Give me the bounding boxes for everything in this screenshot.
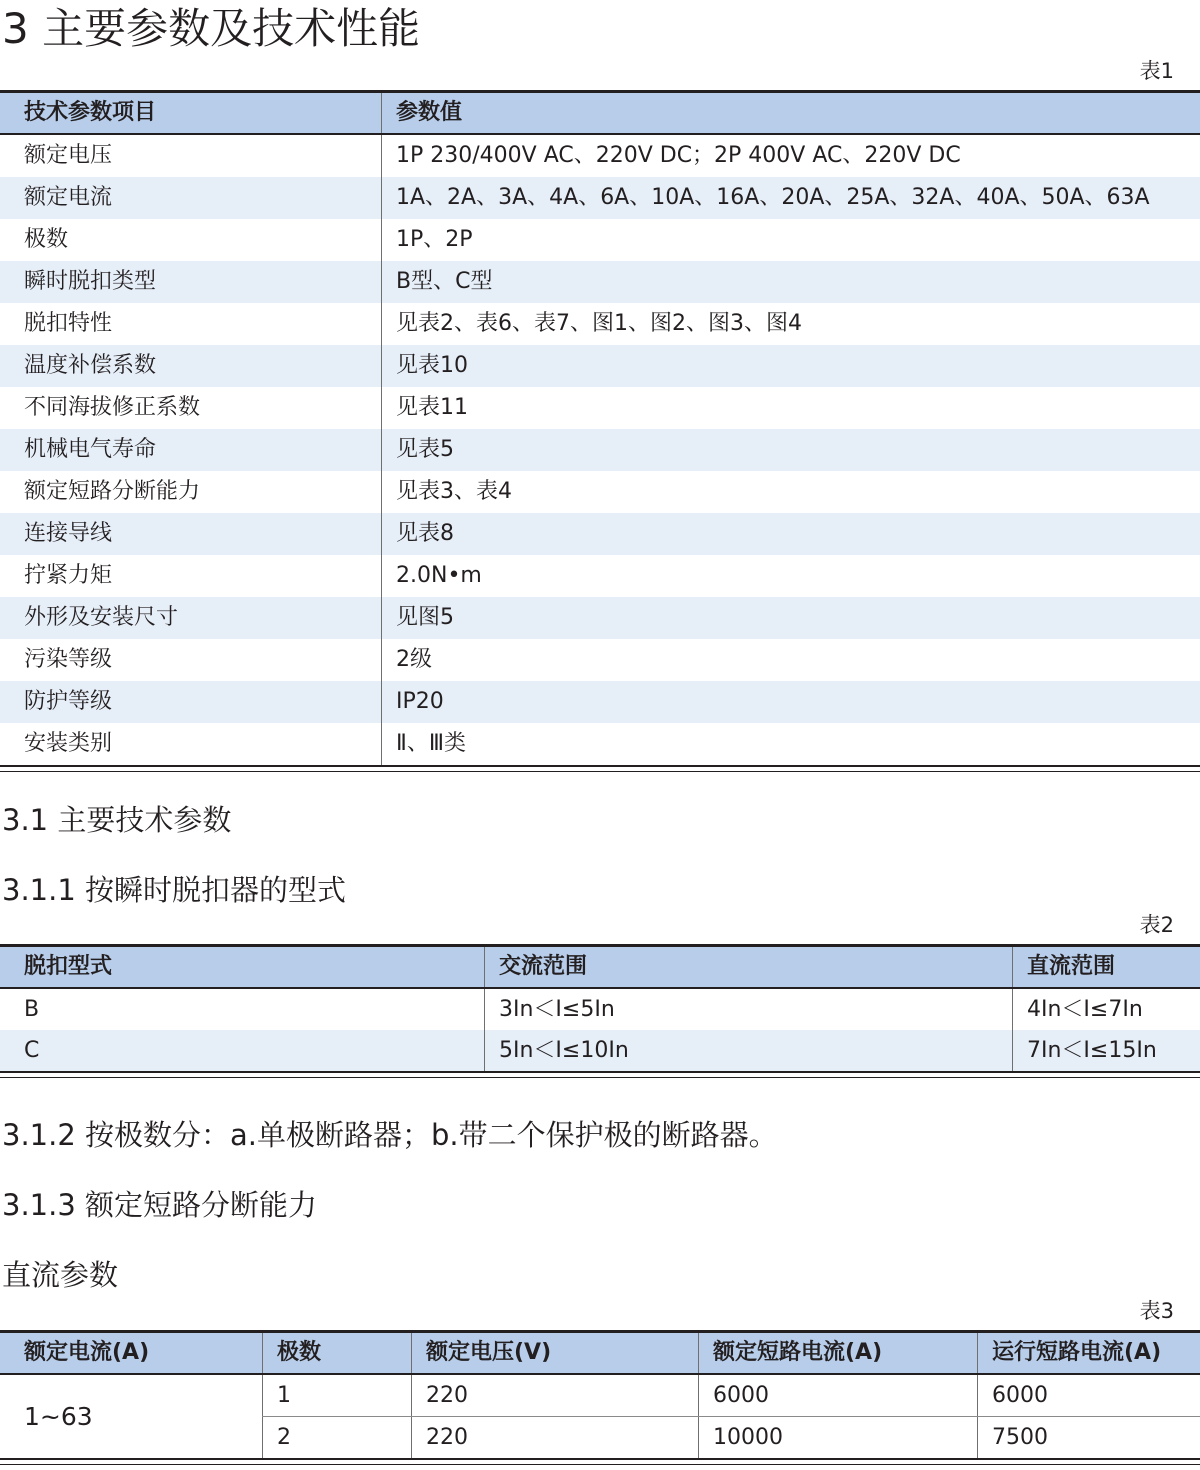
table3-cell: 220	[411, 1375, 698, 1416]
table1-body	[0, 135, 1200, 765]
table-row	[0, 177, 1200, 219]
table1-caption: 表1	[1139, 59, 1174, 83]
table-row	[0, 135, 1200, 177]
table1-item-cell: 瞬时脱扣类型	[24, 269, 157, 294]
page-title: 3 主要参数及技术性能	[2, 4, 421, 53]
table2-cell: 4In＜I≤7In	[1012, 989, 1200, 1030]
table-row	[0, 219, 1200, 261]
table-row	[0, 681, 1200, 723]
table-row	[0, 429, 1200, 471]
table-row	[0, 597, 1200, 639]
table3-caption: 表3	[1139, 1299, 1174, 1323]
table-row	[0, 723, 1200, 765]
table1-value-cell: 见表5	[381, 429, 1200, 471]
table1-value-cell: 1P 230/400V AC、220V DC；2P 400V AC、220V DC	[381, 135, 1200, 177]
table-row	[0, 387, 1200, 429]
table3-cell: 6000	[977, 1375, 1200, 1416]
table2-cell: 7In＜I≤15In	[1012, 1030, 1200, 1071]
section-3-1-2-heading: 3.1.2 按极数分：a.单极断路器；b.带二个保护极的断路器。	[2, 1118, 778, 1152]
table1-item-cell: 防护等级	[24, 689, 113, 714]
table1-value-cell: 见表8	[381, 513, 1200, 555]
table1-bottom-rule	[0, 765, 1200, 772]
table3-current-range: 1~63	[24, 1402, 93, 1431]
table-row	[262, 1416, 1200, 1458]
table3-header-service-sc: 运行短路电流(A)	[977, 1333, 1200, 1373]
table2-cell: C	[24, 1037, 40, 1063]
table1-value-cell: 1P、2P	[381, 219, 1200, 261]
table1-value-cell: 见图5	[381, 597, 1200, 639]
table3-cell: 2	[262, 1417, 411, 1458]
section-3-1-3-heading: 3.1.3 额定短路分断能力	[2, 1188, 318, 1222]
section-3-1-1-heading: 3.1.1 按瞬时脱扣器的型式	[2, 873, 347, 907]
table2	[0, 944, 1200, 1078]
table-row	[0, 261, 1200, 303]
table2-header-ac: 交流范围	[484, 947, 1012, 987]
dc-params-heading: 直流参数	[2, 1258, 119, 1292]
table3	[0, 1330, 1200, 1465]
table3-header-poles: 极数	[262, 1333, 411, 1373]
table3-header-current: 额定电流(A)	[24, 1340, 150, 1365]
table2-cell: 5In＜I≤10In	[484, 1030, 1012, 1071]
table1-item-cell: 拧紧力矩	[24, 563, 113, 588]
table3-cell: 1	[262, 1375, 411, 1416]
table1-header-item: 技术参数项目	[24, 100, 157, 125]
table1-item-cell: 极数	[24, 227, 69, 252]
table1-value-cell: B型、C型	[381, 261, 1200, 303]
table3-header-voltage: 额定电压(V)	[411, 1333, 698, 1373]
section-3-1-heading: 3.1 主要技术参数	[2, 803, 232, 837]
table1-value-cell: 见表11	[381, 387, 1200, 429]
table1-item-cell: 额定电流	[24, 185, 113, 210]
table1-item-cell: 额定电压	[24, 143, 113, 168]
table1-item-cell: 连接导线	[24, 521, 113, 546]
table1-item-cell: 额定短路分断能力	[24, 479, 201, 504]
table2-cell: 3In＜I≤5In	[484, 989, 1012, 1030]
table1-value-cell: 2级	[381, 639, 1200, 681]
table2-header-dc: 直流范围	[1012, 947, 1200, 987]
table1	[0, 90, 1200, 772]
table-row	[0, 345, 1200, 387]
table-row	[0, 303, 1200, 345]
table1-value-cell: 见表3、表4	[381, 471, 1200, 513]
table3-cell: 220	[411, 1417, 698, 1458]
table1-item-cell: 机械电气寿命	[24, 437, 157, 462]
table2-caption: 表2	[1139, 913, 1174, 937]
table1-value-cell: 见表2、表6、表7、图1、图2、图3、图4	[381, 303, 1200, 345]
table-row	[262, 1375, 1200, 1416]
table1-item-cell: 不同海拔修正系数	[24, 395, 201, 420]
table1-value-cell: 2.0N•m	[381, 555, 1200, 597]
table3-cell: 10000	[698, 1417, 977, 1458]
table-row	[0, 555, 1200, 597]
table2-header-type: 脱扣型式	[24, 954, 113, 979]
table1-item-cell: 污染等级	[24, 647, 113, 672]
table3-bottom-rule	[0, 1458, 1200, 1465]
table-row	[0, 639, 1200, 681]
table-row	[0, 1030, 1200, 1071]
table2-header-row	[0, 947, 1200, 989]
table1-value-cell: 见表10	[381, 345, 1200, 387]
table1-item-cell: 温度补偿系数	[24, 353, 157, 378]
table3-header-rated-sc: 额定短路电流(A)	[698, 1333, 977, 1373]
table1-value-cell: Ⅱ、Ⅲ类	[381, 723, 1200, 765]
table-row	[0, 513, 1200, 555]
table1-item-cell: 安装类别	[24, 731, 113, 756]
table-row	[0, 989, 1200, 1030]
table-row	[0, 471, 1200, 513]
table1-value-cell: 1A、2A、3A、4A、6A、10A、16A、20A、25A、32A、40A、50A、63A	[381, 177, 1200, 219]
table1-header-row	[0, 93, 1200, 135]
table3-cell: 7500	[977, 1417, 1200, 1458]
table3-body	[0, 1375, 1200, 1458]
table1-header-value: 参数值	[381, 93, 1200, 133]
table3-header-row	[0, 1333, 1200, 1375]
table3-cell: 6000	[698, 1375, 977, 1416]
table2-cell: B	[24, 996, 40, 1022]
table2-bottom-rule	[0, 1071, 1200, 1078]
table1-item-cell: 脱扣特性	[24, 311, 113, 336]
table1-item-cell: 外形及安装尺寸	[24, 605, 179, 630]
table1-value-cell: IP20	[381, 681, 1200, 723]
table3-subrows	[262, 1375, 1200, 1458]
